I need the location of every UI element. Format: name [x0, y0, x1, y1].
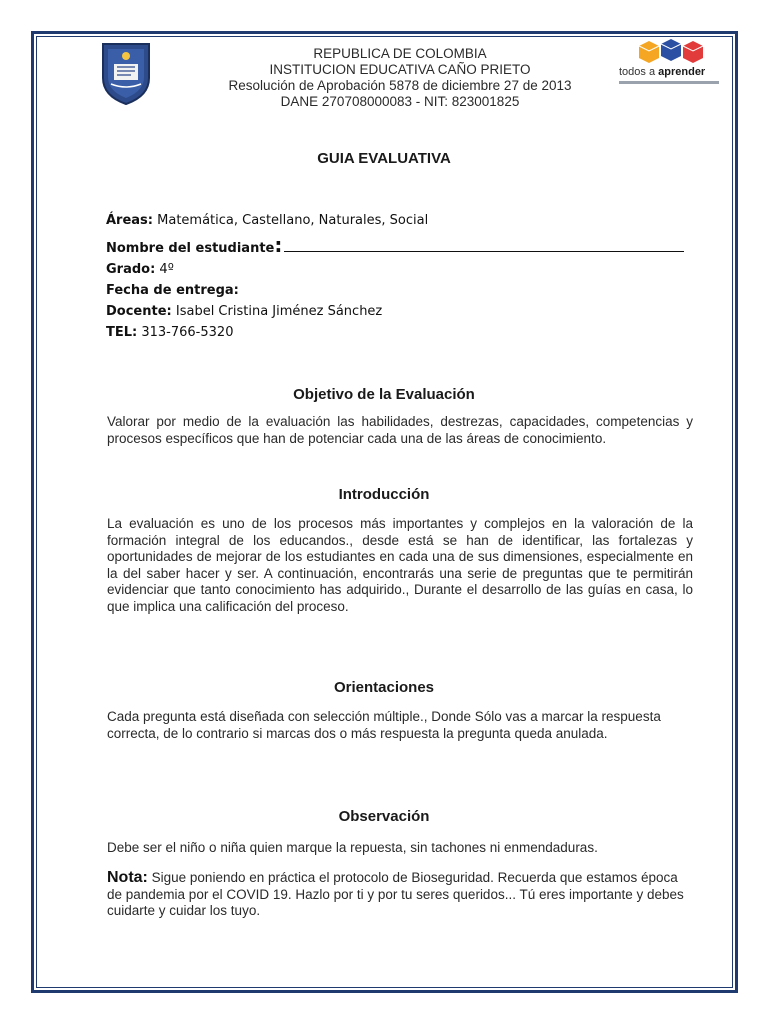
todos-a-aprender-logo: [615, 38, 725, 90]
areas-value: Matemática, Castellano, Naturales, Social: [153, 213, 429, 228]
orientaciones-text: Cada pregunta está diseñada con selección múltiple., Donde Sólo vas a marcar la respuesta correcta, de lo contrario si marcas dos o más respuesta la pregunta queda anulada.: [107, 709, 661, 741]
header-country: REPUBLICA DE COLOMBIA: [313, 46, 487, 61]
header-institution: INSTITUCION EDUCATIVA CAÑO PRIETO: [269, 62, 531, 77]
fecha-row: [106, 280, 684, 301]
logo-wordmark: todos a aprender: [619, 66, 706, 78]
observacion-title: Observación: [338, 808, 430, 825]
nombre-row: [106, 235, 684, 259]
areas-label: Áreas:: [106, 213, 153, 228]
objetivo-title: Objetivo de la Evaluación: [293, 386, 475, 403]
fecha-label: Fecha de entrega:: [106, 283, 239, 298]
nota-block: [107, 870, 693, 920]
tel-row: [106, 322, 684, 343]
header-dane-nit: DANE 270708000083 - NIT: 823001825: [280, 94, 520, 109]
tel-value: 313-766-5320: [137, 325, 234, 340]
school-crest-icon: [97, 40, 155, 106]
orientaciones-title: Orientaciones: [333, 679, 435, 696]
nombre-colon: :: [274, 233, 283, 257]
document-header: [190, 46, 610, 110]
observacion-text: Debe ser el niño o niña quien marque la repuesta, sin tachones ni enmendaduras.: [107, 840, 598, 855]
introduccion-title: Introducción: [338, 486, 430, 503]
docente-row: [106, 301, 684, 322]
nombre-blank-line[interactable]: [284, 237, 684, 252]
tel-label: TEL:: [106, 325, 138, 340]
grado-label: Grado:: [106, 262, 156, 277]
logo-subline: [619, 81, 719, 84]
docente-label: Docente:: [106, 304, 172, 319]
grado-value: 4º: [155, 262, 174, 277]
document-title: GUIA EVALUATIVA: [317, 150, 451, 167]
docente-value: Isabel Cristina Jiménez Sánchez: [171, 304, 383, 319]
student-info: [106, 210, 684, 343]
nota-label: Nota:: [107, 869, 148, 886]
nota-text: Sigue poniendo en práctica el protocolo de Bioseguridad. Recuerda que estamos época de pandemia por el COVID 19. Hazlo por ti y por tu seres queridos... Tú eres importante y debes cuidarte y cuidar los tuyo.: [107, 870, 684, 918]
nombre-label: Nombre del estudiante: [106, 241, 275, 256]
objetivo-text: Valorar por medio de la evaluación las habilidades, destrezas, capacidades, competencias y procesos específicos que han de potenciar cada una de las áreas de conocimiento.: [107, 414, 693, 446]
cubes-icon: [635, 38, 705, 64]
introduccion-text: La evaluación es uno de los procesos más importantes y complejos en la valoración de la formación integral de los educandos., desde está se han de identificar, las fortalezas y oportunidades de mejorar de los estudiantes en cada una de sus dimensiones, especialmente en la del saber hacer y ser. A continuación, encontrarás una serie de preguntas que te permitirán evidenciar que tanto conocimiento has adquirido., Durante el desarrollo de las guías en casa, lo que implica una calificación del proceso.: [107, 516, 693, 614]
areas-row: [106, 210, 684, 231]
grado-row: [106, 259, 684, 280]
header-resolution: Resolución de Aprobación 5878 de diciembre 27 de 2013: [228, 78, 572, 93]
